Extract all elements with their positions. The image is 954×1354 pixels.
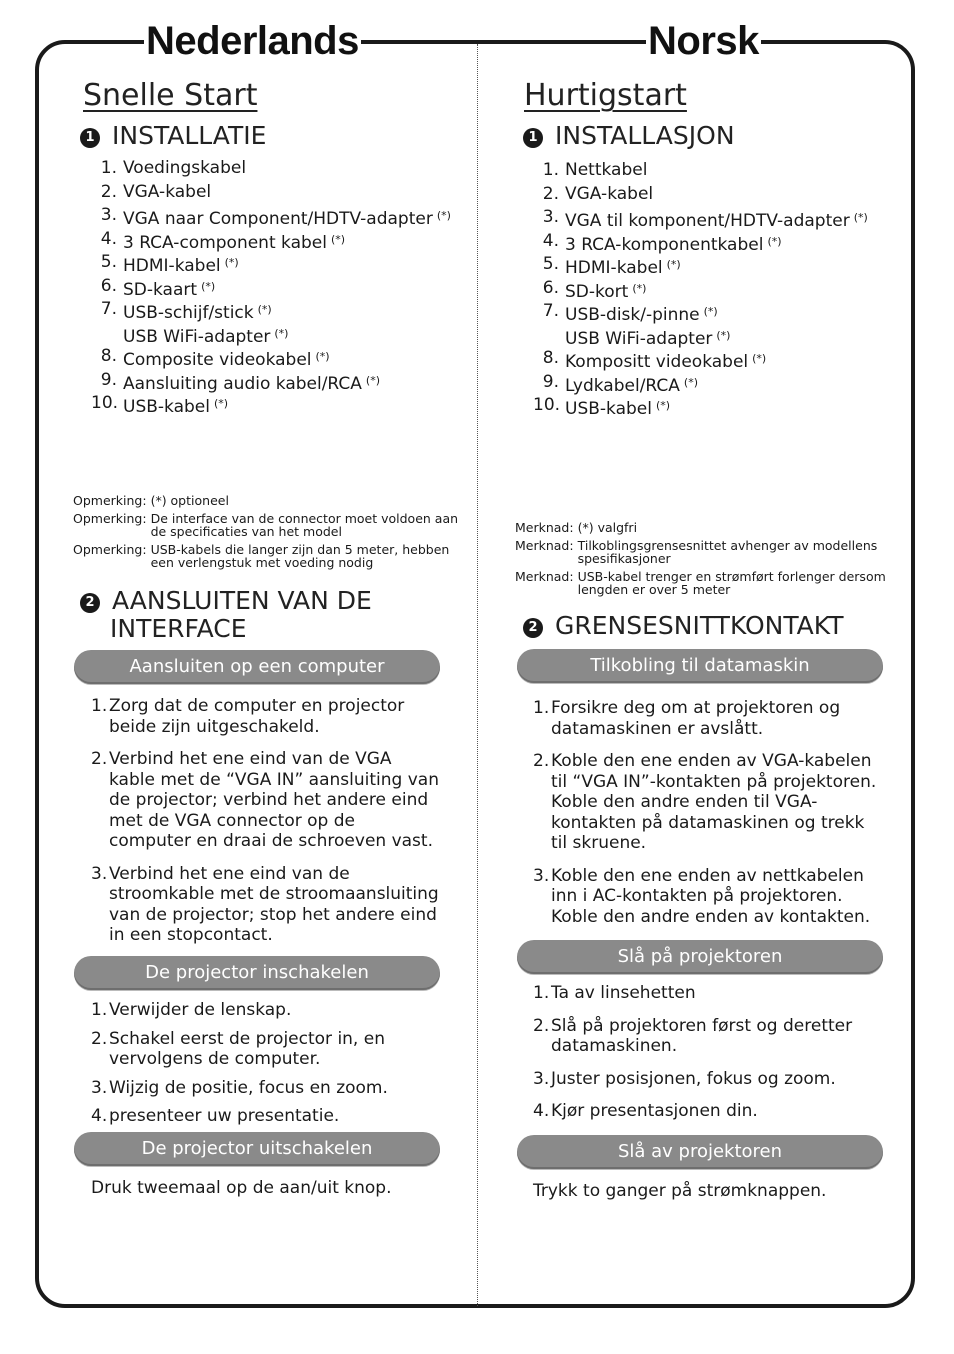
- section-number-icon: 2: [523, 618, 543, 638]
- item-number: 1.: [542, 160, 559, 180]
- item-number: 10.: [91, 393, 119, 413]
- step-number: 3.: [533, 1068, 550, 1089]
- power-off-label: Slå av projektoren: [517, 1135, 883, 1169]
- note-text: De interface van de connector moet voldoen aan de specificaties van het model: [150, 511, 459, 539]
- item-number: 4.: [542, 230, 559, 251]
- step-text: Kjør presentasjonen din.: [551, 1101, 758, 1121]
- column-divider: [477, 44, 478, 1306]
- step: [91, 1106, 441, 1127]
- step-text: Verwijder de lenskap.: [109, 1000, 292, 1020]
- power-off-text: Trykk to ganger på strømknappen.: [533, 1181, 827, 1201]
- installation-item: [91, 204, 451, 228]
- item-text: Composite videokabel: [123, 350, 312, 370]
- optional-marker: (*): [632, 281, 647, 295]
- step-number: 2.: [533, 1015, 550, 1036]
- installation-item-list: [91, 157, 451, 416]
- notes: [515, 521, 905, 601]
- optional-marker: (*): [201, 279, 216, 293]
- item-number: 2.: [542, 183, 559, 204]
- connect-steps: [91, 696, 441, 958]
- step-number: 3.: [91, 863, 108, 884]
- item-text: USB WiFi-adapter: [565, 328, 713, 349]
- step: [91, 1029, 441, 1070]
- section-installation-heading: [80, 122, 266, 150]
- note-label: Merknad:: [515, 538, 574, 553]
- optional-marker: (*): [257, 303, 272, 316]
- step-number: 4.: [91, 1106, 108, 1126]
- item-number: 3.: [542, 207, 559, 227]
- item-text: USB WiFi-adapter: [123, 326, 271, 347]
- installation-item: [533, 347, 868, 371]
- note: [73, 543, 463, 569]
- installation-item-list: [533, 159, 868, 418]
- installation-item: [533, 300, 868, 324]
- optional-marker: (*): [224, 256, 239, 269]
- installation-item: [533, 253, 868, 277]
- note-label: Opmerking:: [73, 511, 147, 526]
- step-text: Verbind het ene eind van de stroomkable met de stroomaansluiting van de projector; stop het andere eind in een stopcontact.: [109, 863, 439, 945]
- step-text: Juster posisjonen, fokus og zoom.: [551, 1068, 836, 1089]
- step-text: Koble den ene enden av nettkabelen inn i AC-kontakten på projektoren. Koble den andre enden av kontakten.: [551, 865, 871, 927]
- step: [533, 983, 883, 1004]
- note-text: USB-kabels die langer zijn dan 5 meter, hebben een verlengstuk met voeding nodig: [150, 542, 450, 570]
- installation-item: [533, 206, 868, 230]
- item-number: 5.: [100, 252, 117, 272]
- section-number-icon: 1: [523, 128, 543, 148]
- note-label: Merknad:: [515, 569, 574, 584]
- step-text: Slå på projektoren først og deretter datamaskinen.: [551, 1015, 853, 1056]
- note: [515, 539, 905, 565]
- section-title: INSTALLATIE: [112, 121, 267, 150]
- item-text: USB-disk/-pinne: [565, 305, 700, 325]
- step-text: Wijzig de positie, focus en zoom.: [109, 1077, 388, 1098]
- note-text: Tilkoblingsgrensesnittet avhenger av modellens spesifikasjoner: [577, 538, 878, 566]
- quick-start-heading: Snelle Start: [83, 78, 258, 113]
- item-text: VGA-kabel: [565, 183, 654, 204]
- optional-marker: (*): [315, 350, 330, 363]
- quick-start-heading: Hurtigstart: [524, 78, 687, 113]
- step-number: 1.: [91, 1000, 108, 1020]
- step-number: 2.: [91, 749, 108, 769]
- step: [533, 1069, 883, 1090]
- section-title-line2: INTERFACE: [110, 614, 247, 643]
- optional-marker: (*): [655, 399, 671, 412]
- optional-marker: (*): [330, 232, 346, 246]
- section-interface-heading: [80, 587, 372, 643]
- optional-marker: (*): [767, 234, 782, 248]
- power-off-label: De projector uitschakelen: [74, 1132, 440, 1166]
- installation-item: [91, 345, 451, 369]
- item-number: 3.: [100, 205, 117, 225]
- item-text: VGA-kabel: [123, 181, 212, 202]
- item-text: VGA til komponent/HDTV-adapter: [565, 211, 850, 231]
- installation-item: [533, 183, 868, 207]
- power-on-steps: [533, 983, 883, 1134]
- item-number: 6.: [100, 275, 117, 296]
- step-number: 1.: [91, 696, 108, 716]
- item-text: Lydkabel/RCA: [565, 375, 680, 396]
- language-title-nederlands: Nederlands: [144, 16, 361, 66]
- item-text: VGA naar Component/HDTV-adapter: [123, 209, 433, 229]
- item-text: Kompositt videokabel: [565, 352, 749, 372]
- step: [91, 1078, 441, 1099]
- item-text: Aansluiting audio kabel/RCA: [123, 373, 362, 394]
- item-text: 3 RCA-komponentkabel: [565, 234, 764, 255]
- power-on-steps: [91, 1000, 441, 1135]
- item-number: 8.: [542, 348, 559, 368]
- step: [533, 698, 883, 739]
- installation-item: [91, 157, 451, 181]
- item-number: 2.: [100, 181, 117, 202]
- installation-item: [533, 230, 868, 254]
- step: [533, 866, 883, 928]
- step-number: 2.: [533, 751, 550, 771]
- optional-marker: (*): [666, 258, 681, 271]
- item-text: Nettkabel: [565, 160, 648, 180]
- installation-item: [91, 298, 451, 322]
- language-title-norsk: Norsk: [646, 16, 761, 66]
- step-text: Zorg dat de computer en projector beide zijn uitgeschakeld.: [109, 696, 405, 737]
- installation-item: [91, 392, 451, 416]
- item-number: 9.: [100, 369, 117, 390]
- note-label: Merknad:: [515, 520, 574, 535]
- item-number: 6.: [542, 277, 559, 298]
- installation-item: [533, 159, 868, 183]
- step-text: Ta av linsehetten: [551, 983, 696, 1003]
- item-text: USB-kabel: [123, 397, 210, 417]
- power-off-text: Druk tweemaal op de aan/uit knop.: [91, 1178, 392, 1198]
- installation-item: [91, 251, 451, 275]
- step-text: Schakel eerst de projector in, en vervolgens de computer.: [109, 1028, 385, 1069]
- installation-item: [91, 181, 451, 205]
- item-text: USB-kabel: [565, 399, 652, 419]
- item-number: 7.: [542, 301, 559, 321]
- optional-marker: (*): [716, 328, 731, 342]
- step: [91, 749, 441, 852]
- section-installation-heading: [523, 122, 735, 150]
- installation-item: [533, 394, 868, 418]
- note: [515, 521, 905, 534]
- optional-marker: (*): [752, 352, 767, 365]
- note: [73, 512, 463, 538]
- step-text: Koble den ene enden av VGA-kabelen til “VGA IN”-kontakten på projektoren. Koble den andre enden til VGA-kontakten på datamaskinen og trekk til skruene.: [551, 751, 877, 853]
- note-text: (*) optioneel: [150, 493, 229, 508]
- item-text: 3 RCA-component kabel: [123, 232, 327, 253]
- connect-steps: [533, 698, 883, 939]
- step: [91, 1000, 441, 1021]
- item-number: 1.: [100, 158, 117, 178]
- optional-marker: (*): [683, 375, 698, 389]
- installation-item: [91, 275, 451, 299]
- item-text: Voedingskabel: [123, 158, 247, 178]
- step-number: 2.: [91, 1028, 108, 1049]
- installation-item: [533, 371, 868, 395]
- optional-marker: (*): [853, 211, 868, 224]
- step: [91, 864, 441, 946]
- connect-computer-label: Tilkobling til datamaskin: [517, 649, 883, 683]
- installation-item: [533, 324, 868, 348]
- connect-computer-label: Aansluiten op een computer: [74, 650, 440, 684]
- note-label: Opmerking:: [73, 542, 147, 557]
- optional-marker: (*): [365, 373, 380, 387]
- item-number: 10.: [533, 395, 561, 415]
- item-number: 9.: [542, 371, 559, 392]
- item-text: HDMI-kabel: [565, 258, 663, 278]
- optional-marker: (*): [274, 326, 289, 340]
- power-on-label: De projector inschakelen: [74, 956, 440, 990]
- item-text: USB-schijf/stick: [123, 303, 254, 323]
- installation-item: [533, 277, 868, 301]
- section-title-line1: AANSLUITEN VAN DE: [112, 586, 372, 615]
- section-interface-heading: [523, 612, 844, 640]
- installation-item: [91, 322, 451, 346]
- item-number: 7.: [100, 299, 117, 319]
- section-title: GRENSESNITTKONTAKT: [555, 611, 844, 640]
- optional-marker: (*): [436, 209, 451, 222]
- notes: [73, 494, 463, 574]
- item-text: SD-kort: [565, 281, 629, 302]
- step-text: Verbind het ene eind van de VGA kable met de “VGA IN” aansluiting van de projector; verbind het andere eind met de VGA connector op de computer en draai de schroeven vast.: [109, 749, 439, 851]
- note: [515, 570, 905, 596]
- step-number: 3.: [91, 1077, 108, 1098]
- step-number: 4.: [533, 1101, 550, 1121]
- installation-item: [91, 228, 451, 252]
- note-text: USB-kabel trenger en strømført forlenger dersom lengden er over 5 meter: [577, 569, 886, 597]
- step-number: 1.: [533, 698, 550, 718]
- step-number: 1.: [533, 983, 550, 1003]
- note-label: Opmerking:: [73, 493, 147, 508]
- item-text: HDMI-kabel: [123, 256, 221, 276]
- section-number-icon: 1: [80, 128, 100, 148]
- item-number: 8.: [100, 346, 117, 366]
- step: [533, 1016, 883, 1057]
- installation-item: [91, 369, 451, 393]
- note-text: (*) valgfri: [577, 520, 638, 535]
- item-text: SD-kaart: [123, 279, 198, 300]
- power-on-label: Slå på projektoren: [517, 940, 883, 974]
- step: [91, 696, 441, 737]
- optional-marker: (*): [703, 305, 718, 318]
- step-number: 3.: [533, 865, 550, 886]
- note: [73, 494, 463, 507]
- step: [533, 751, 883, 854]
- section-number-icon: 2: [80, 593, 100, 613]
- step-text: presenteer uw presentatie.: [109, 1106, 340, 1126]
- item-number: 5.: [542, 254, 559, 274]
- step: [533, 1101, 883, 1122]
- optional-marker: (*): [213, 397, 229, 410]
- item-number: 4.: [100, 228, 117, 249]
- step-text: Forsikre deg om at projektoren og datamaskinen er avslått.: [551, 698, 841, 739]
- section-title: INSTALLASJON: [555, 121, 735, 150]
